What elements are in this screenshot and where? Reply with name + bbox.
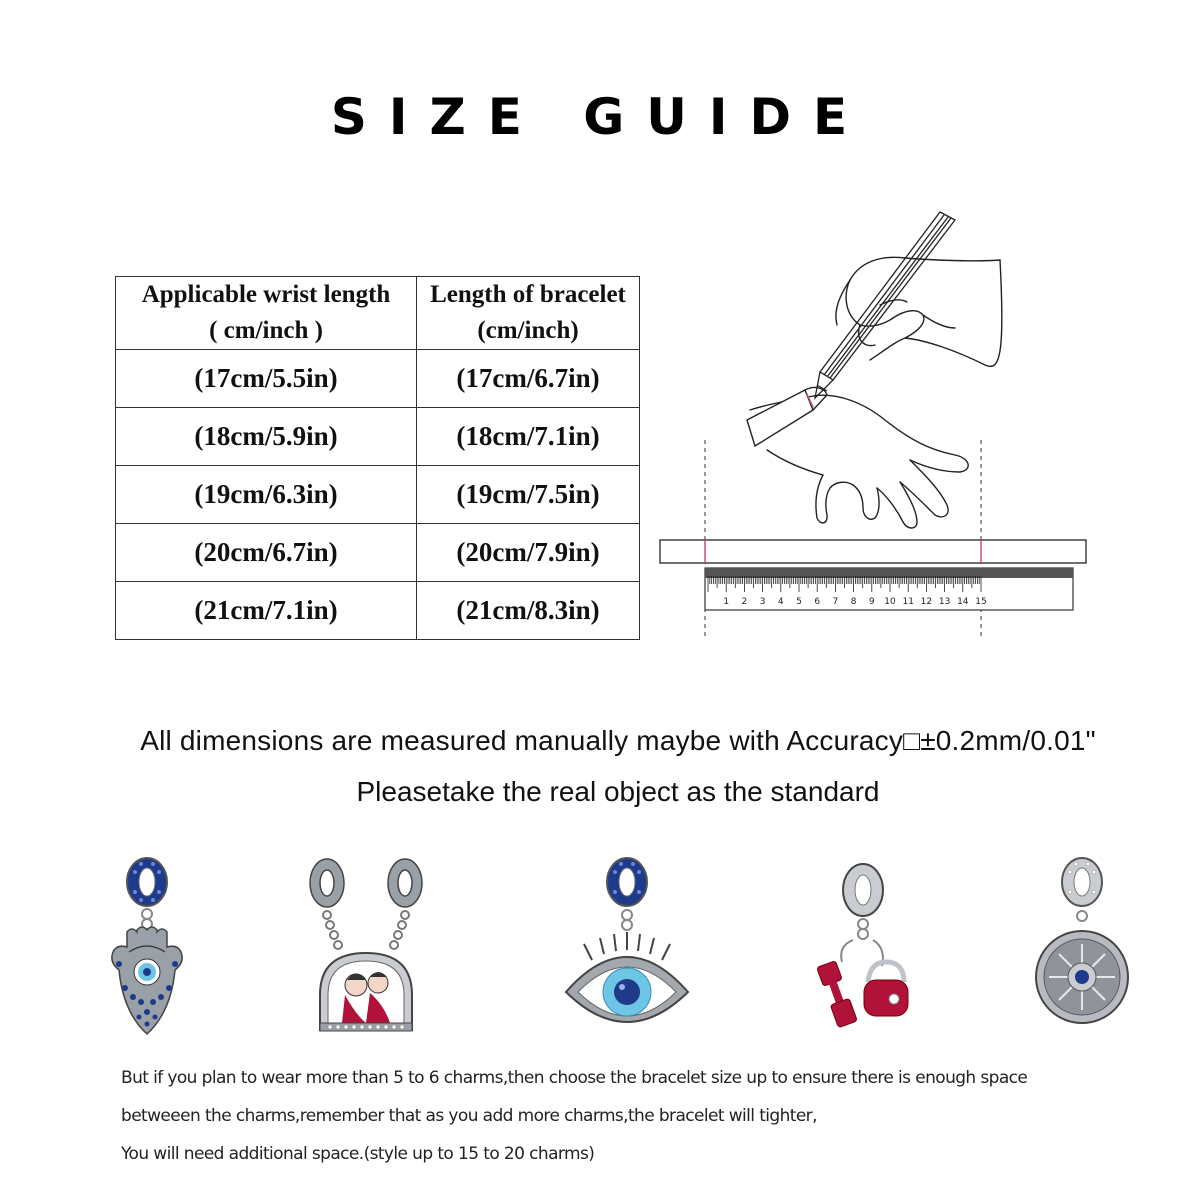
- table-row: [116, 408, 640, 466]
- size-table: [115, 276, 640, 640]
- ruler-label: 13: [938, 597, 951, 607]
- table-header-row: [116, 277, 640, 350]
- standard-note: Pleasetake the real object as the standard: [356, 776, 880, 807]
- wrist-cell: (19cm/6.3in): [116, 466, 417, 524]
- ruler-label: 7: [832, 597, 839, 607]
- wrist-cell: (18cm/5.9in): [116, 408, 417, 466]
- measuring-illustration: [655, 200, 1095, 645]
- ruler-label: 9: [868, 597, 875, 607]
- ruler-label: 4: [777, 597, 784, 607]
- ruler-label: 5: [796, 597, 802, 607]
- header-wrist-label: Applicable wrist length: [141, 281, 391, 308]
- ruler-label: 1: [723, 597, 730, 607]
- sun-medallion-charm: [1032, 852, 1132, 1032]
- header-wrist-length: [116, 277, 417, 350]
- ruler-label: 10: [884, 597, 896, 607]
- ruler-label: 6: [814, 597, 821, 607]
- ruler-label: 8: [850, 597, 857, 607]
- header-bracelet-length: [417, 277, 640, 350]
- ruler-label: 11: [902, 597, 914, 607]
- table-row: [116, 524, 640, 582]
- measuring-strip: [660, 540, 1086, 563]
- page-title: SIZE GUIDE: [330, 88, 870, 146]
- bracelet-cell: (21cm/8.3in): [417, 582, 640, 640]
- table-row: [116, 466, 640, 524]
- dumbbell-charm: [808, 862, 918, 1037]
- ruler-label: 3: [759, 597, 766, 607]
- hamsa-evil-eye-charm: [105, 852, 190, 1037]
- ruler-label: 2: [741, 597, 748, 607]
- bracelet-cell: (17cm/6.7in): [417, 350, 640, 408]
- girls-hugging-charm: [300, 855, 435, 1040]
- header-bracelet-unit: (cm/inch): [477, 317, 579, 344]
- wrist-cell: (21cm/7.1in): [116, 582, 417, 640]
- pencil-icon: [815, 212, 955, 398]
- hand-icon: [747, 257, 1002, 528]
- table-row: [116, 350, 640, 408]
- ruler: [705, 568, 1073, 610]
- footer-line-2: betweeen the charms,remember that as you add more charms,the bracelet will tighter,: [121, 1106, 817, 1126]
- footer-line-3: You will need additional space.(style up to 15 to 20 charms): [121, 1144, 595, 1164]
- bracelet-cell: (20cm/7.9in): [417, 524, 640, 582]
- header-wrist-unit: ( cm/inch ): [209, 317, 323, 344]
- header-bracelet-label: Length of bracelet: [430, 281, 626, 308]
- ruler-label: 15: [975, 597, 987, 607]
- footer-line-1: But if you plan to wear more than 5 to 6 charms,then choose the bracelet size up to ensure there is enough space: [121, 1068, 1028, 1088]
- evil-eye-charm: [562, 852, 692, 1032]
- wrist-cell: (20cm/6.7in): [116, 524, 417, 582]
- ruler-label: 12: [920, 597, 933, 607]
- bracelet-cell: (18cm/7.1in): [417, 408, 640, 466]
- wrist-cell: (17cm/5.5in): [116, 350, 417, 408]
- ruler-label: 14: [957, 597, 969, 607]
- table-row: [116, 582, 640, 640]
- bracelet-cell: (19cm/7.5in): [417, 466, 640, 524]
- accuracy-note: All dimensions are measured manually maybe with Accuracy□±0.2mm/0.01": [140, 725, 1096, 756]
